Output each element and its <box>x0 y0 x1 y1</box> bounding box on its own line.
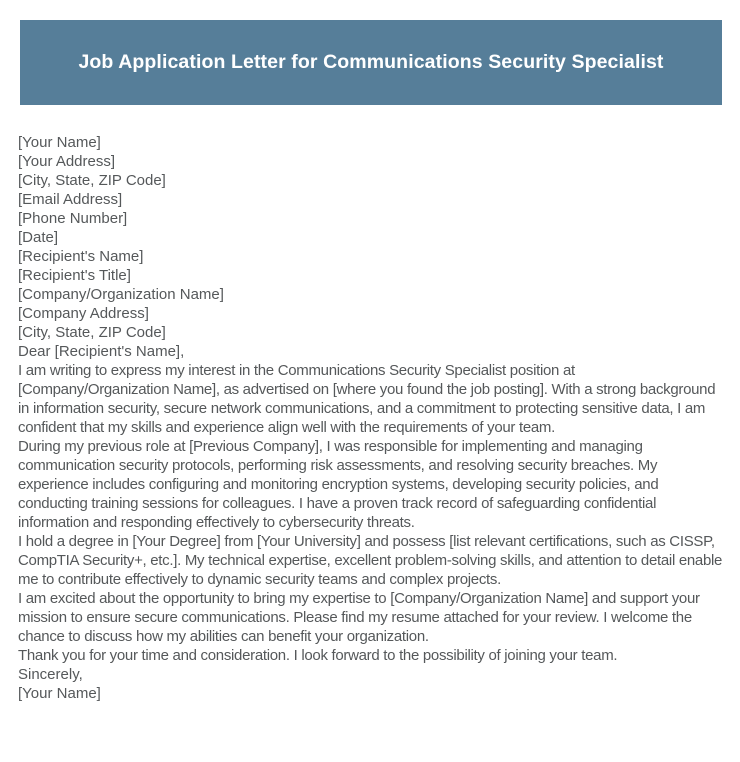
sender-address-line: [Your Address] <box>18 153 116 170</box>
sender-name-line: [Your Name] <box>18 134 101 151</box>
paragraph-introduction: I am writing to express my interest in the Communications Security Specialist position at [Company/Organization Name], as advertised on [where you found the job posting]. With a strong background in information security, secure network communications, and a commitment to protecting sensitive data, I am confident that my skills and experience align well with the requirements of your team. <box>18 362 716 436</box>
sender-city-line: [City, State, ZIP Code] <box>18 172 166 189</box>
company-city-line: [City, State, ZIP Code] <box>18 324 166 341</box>
sender-phone-line: [Phone Number] <box>18 210 128 227</box>
paragraph-enthusiasm: I am excited about the opportunity to bring my expertise to [Company/Organization Name] and support your mission to ensure secure communications. Please find my resume attached for your review. I welcome the chance to discuss how my abilities can benefit your organization. <box>18 590 700 645</box>
recipient-name-line: [Recipient's Name] <box>18 248 144 265</box>
company-address-line: [Company Address] <box>18 305 149 322</box>
salutation-line: Dear [Recipient's Name], <box>18 343 185 360</box>
sender-email-line: [Email Address] <box>18 191 123 208</box>
paragraph-thanks: Thank you for your time and consideration. I look forward to the possibility of joining your team. <box>18 647 618 664</box>
date-line: [Date] <box>18 229 59 246</box>
letter-title-banner <box>20 20 722 105</box>
letter-body <box>18 133 724 703</box>
page-title: Job Application Letter for Communications Security Specialist <box>78 51 664 73</box>
signature-line: [Your Name] <box>18 685 101 702</box>
paragraph-experience: During my previous role at [Previous Company], I was responsible for implementing and managing communication security protocols, performing risk assessments, and resolving security breaches. My experience includes configuring and monitoring encryption systems, developing security policies, and conducting training sessions for colleagues. I have a proven track record of safeguarding confidential information and responding effectively to cybersecurity threats. <box>18 438 659 531</box>
closing-line: Sincerely, <box>18 666 83 683</box>
company-name-line: [Company/Organization Name] <box>18 286 224 303</box>
paragraph-qualifications: I hold a degree in [Your Degree] from [Your University] and possess [list relevant certifications, such as CISSP, CompTIA Security+, etc.]. My technical expertise, excellent problem-solving skills, and attention to detail enable me to contribute effectively to dynamic security teams and complex projects. <box>18 533 723 588</box>
recipient-title-line: [Recipient's Title] <box>18 267 131 284</box>
